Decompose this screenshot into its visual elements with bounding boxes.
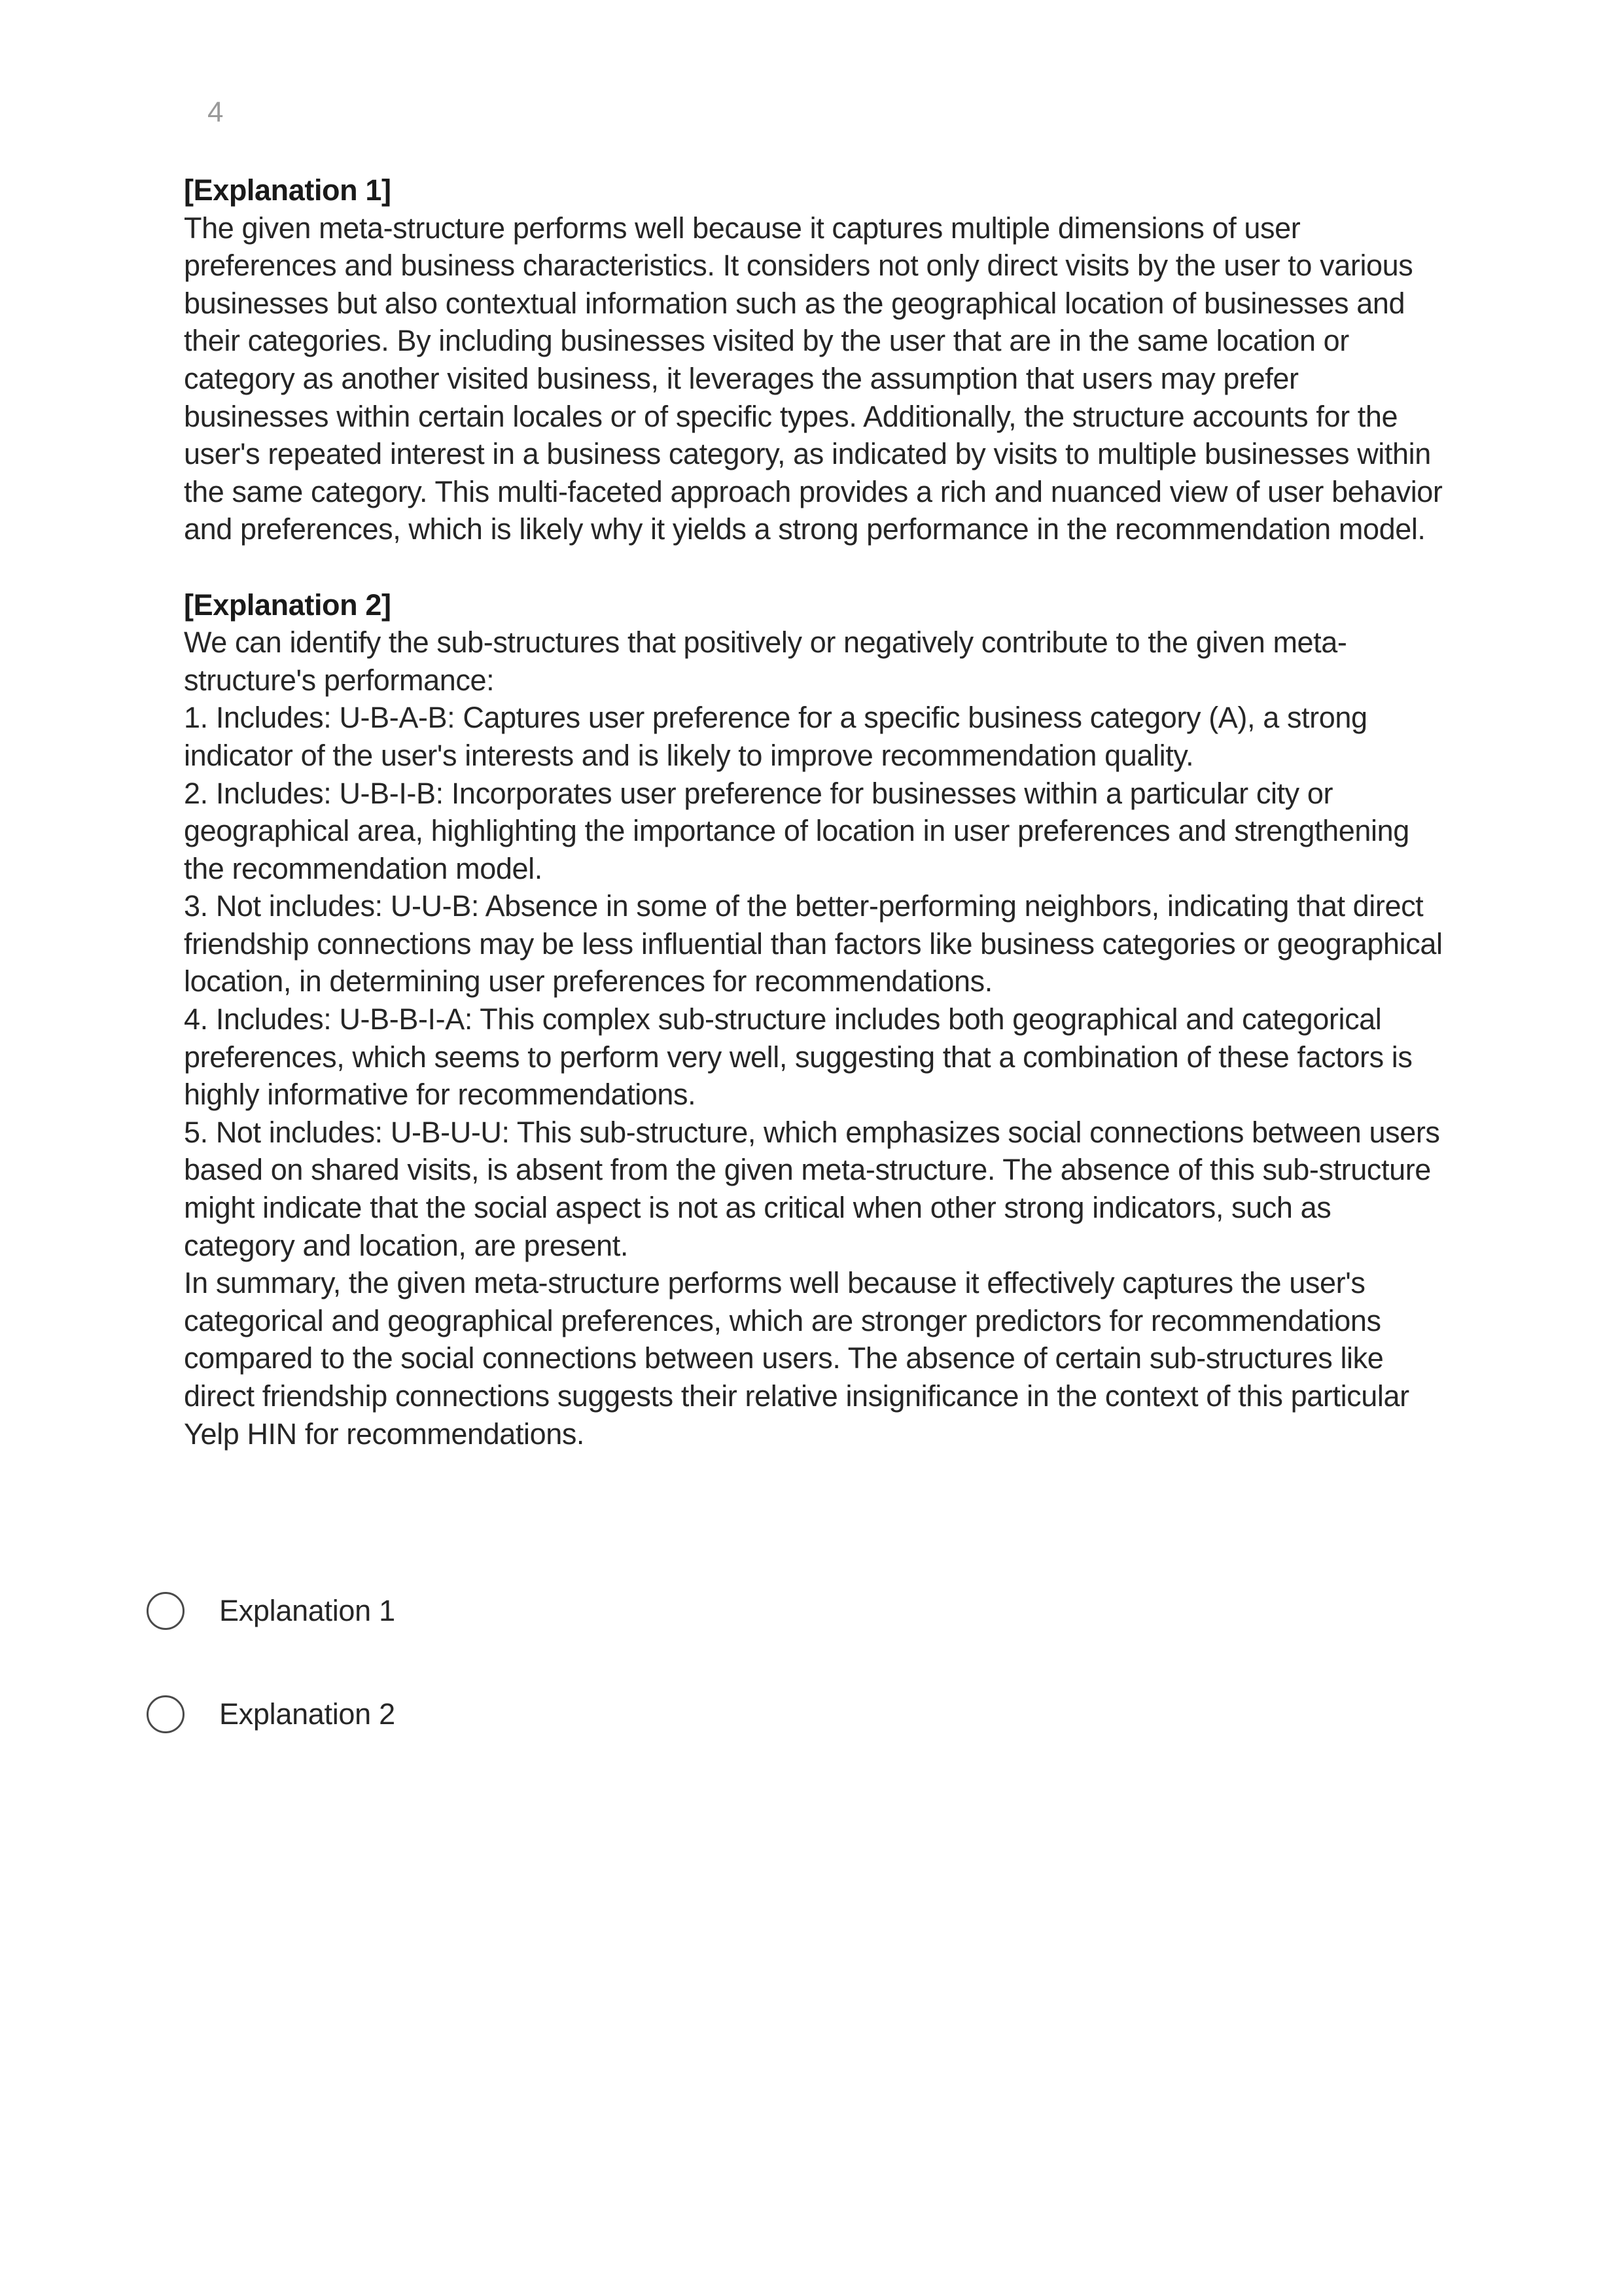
explanation-2-item-2: 2. Includes: U-B-I-B: Incorporates user preference for businesses within a particular city or geographical area, highlighting the importance of location in user preferences and strengthening the recommendation model. (184, 776, 1409, 885)
option-explanation-2[interactable] (147, 1693, 395, 1735)
explanation-2-heading: [Explanation 2] (184, 588, 391, 622)
option-explanation-1[interactable] (147, 1590, 395, 1632)
explanation-1-body: The given meta-structure performs well because it captures multiple dimensions of user preferences and business characteristics. It considers not only direct visits by the user to various businesses but also contextual information such as the geographical location of businesses and their categories. By including businesses visited by the user that are in the same location or category as another visited business, it leverages the assumption that users may prefer businesses within certain locales or of specific types. Additionally, the structure accounts for the user's repeated interest in a business category, as indicated by visits to multiple businesses within the same category. This multi-faceted approach provides a rich and nuanced view of user behavior and preferences, which is likely why it yields a strong performance in the recommendation model. (184, 211, 1443, 546)
choice-group (147, 1590, 395, 1797)
explanation-2-item-5: 5. Not includes: U-B-U-U: This sub-structure, which emphasizes social connections between users based on shared visits, is absent from the given meta-structure. The absence of this sub-structure might indicate that the social aspect is not as critical when other strong indicators, such as category and location, are present. (184, 1115, 1440, 1262)
explanation-2-item-4: 4. Includes: U-B-B-I-A: This complex sub-structure includes both geographical and categorical preferences, which seems to perform very well, suggesting that a combination of these factors is highly informative for recommendations. (184, 1002, 1413, 1112)
explanations-text (184, 171, 1447, 1453)
explanation-1-heading: [Explanation 1] (184, 173, 391, 207)
option-label-explanation-1: Explanation 1 (219, 1594, 395, 1627)
explanation-2-summary: In summary, the given meta-structure performs well because it effectively captures the user's categorical and geographical preferences, which are stronger predictors for recommendations compared to the social connections between users. The absence of certain sub-structures like direct friendship connections suggests their relative insignificance in the context of this particular Yelp HIN for recommendations. (184, 1266, 1409, 1451)
page-number: 4 (207, 96, 224, 128)
explanation-2-item-1: 1. Includes: U-B-A-B: Captures user preference for a specific business category (A), a strong indicator of the user's interests and is likely to improve recommendation quality. (184, 701, 1367, 772)
explanation-2-item-3: 3. Not includes: U-U-B: Absence in some of the better-performing neighbors, indicating that direct friendship connections may be less influential than factors like business categories or geographical location, in determining user preferences for recommendations. (184, 889, 1443, 998)
option-label-explanation-2: Explanation 2 (219, 1697, 395, 1731)
radio-button-explanation-1[interactable] (147, 1592, 185, 1630)
radio-button-explanation-2[interactable] (147, 1695, 185, 1733)
explanation-2-intro: We can identify the sub-structures that positively or negatively contribute to the given meta-structure's performance: (184, 626, 1347, 697)
paragraph-gap (184, 548, 1447, 586)
